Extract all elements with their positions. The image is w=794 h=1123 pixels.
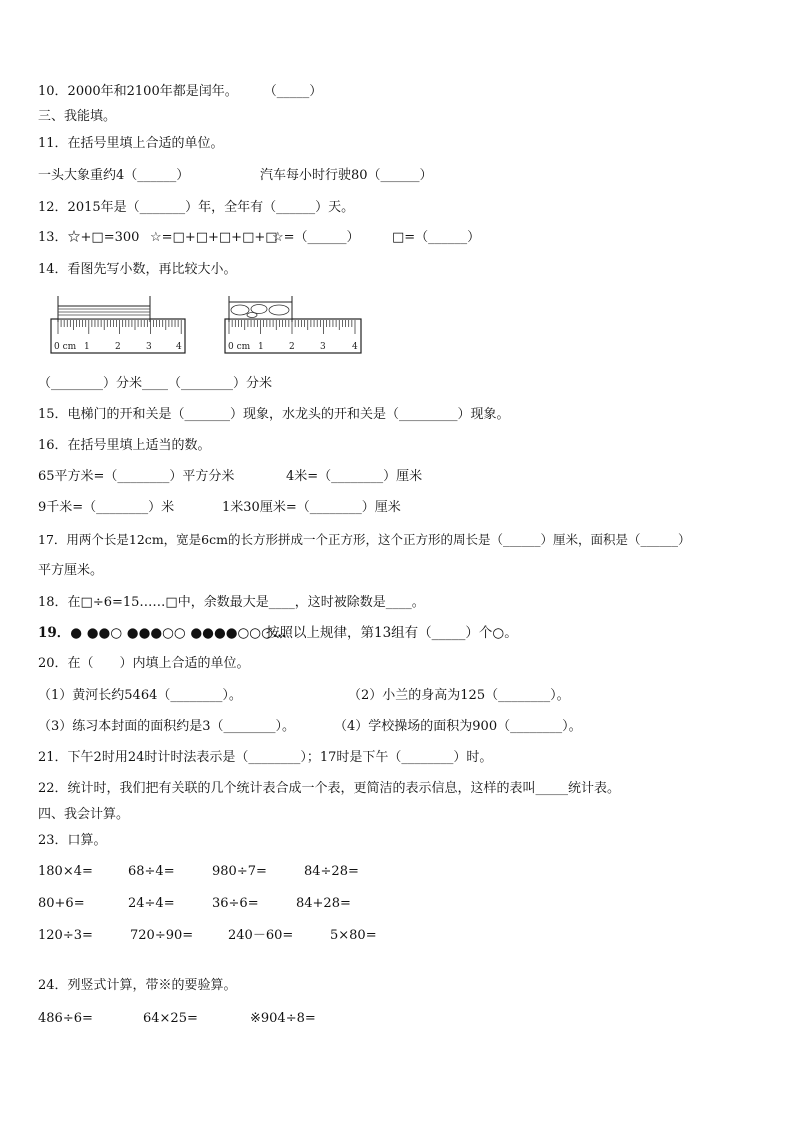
calc-item: 240－60= xyxy=(228,928,294,943)
calc-item: ※904÷8= xyxy=(250,1011,316,1026)
calc-item: 120÷3= xyxy=(38,928,93,943)
question-14-answer: （________）分米____（________）分米 xyxy=(38,376,273,391)
question-20-1: （1）黄河长约5464（________）。 xyxy=(38,688,242,703)
question-18: 18．在□÷6=15……□中，余数最大是____，这时被除数是____。 xyxy=(38,595,425,610)
question-10: 10．2000年和2100年都是闰年。 （_____） xyxy=(38,84,323,99)
calc-item: 486÷6= xyxy=(38,1011,93,1026)
question-23: 23．口算。 xyxy=(38,833,107,848)
ruler-figure-2 xyxy=(224,292,364,356)
calc-item: 64×25= xyxy=(143,1011,198,1026)
calc-item: 36÷6= xyxy=(212,896,259,911)
question-16-b: 4米=（________）厘米 xyxy=(286,469,423,484)
calc-item: 24÷4= xyxy=(128,896,175,911)
ruler-label-0: 0 cm xyxy=(228,342,251,352)
question-13-c: ☆=（______） xyxy=(272,230,360,245)
ruler-label-3: 3 xyxy=(320,342,326,352)
question-17: 17．用两个长是12cm，宽是6cm的长方形拼成一个正方形，这个正方形的周长是（______）厘米，面积是（______） xyxy=(38,532,691,547)
question-13-d: □=（______） xyxy=(392,230,481,245)
calc-item: 80+6= xyxy=(38,896,85,911)
calc-item: 68÷4= xyxy=(128,864,175,879)
ruler-label-4: 4 xyxy=(352,342,358,352)
question-13-b: ☆=□+□+□+□+□ xyxy=(150,230,278,245)
section-4-heading: 四、我会计算。 xyxy=(38,807,130,822)
question-17-cont: 平方厘米。 xyxy=(38,563,104,578)
calc-item: 180×4= xyxy=(38,864,93,879)
ruler-label-1: 1 xyxy=(84,342,90,352)
question-19-pattern: 19．● ●●○ ●●●○○ ●●●●○○○… xyxy=(38,625,287,641)
ruler-label-1: 1 xyxy=(258,342,264,352)
question-13-a: 13．☆+□=300 xyxy=(38,230,140,245)
calc-item: 720÷90= xyxy=(130,928,194,943)
question-19: 按照以上规律，第13组有（_____）个○。 xyxy=(266,625,518,641)
calc-item: 980÷7= xyxy=(212,864,267,879)
question-11-a: 一头大象重约4（______） xyxy=(38,168,190,183)
calc-item: 84÷28= xyxy=(304,864,359,879)
question-11: 11．在括号里填上合适的单位。 xyxy=(38,136,224,151)
ruler-label-3: 3 xyxy=(146,342,152,352)
ruler-label-2: 2 xyxy=(289,342,295,352)
section-3-heading: 三、我能填。 xyxy=(38,109,117,124)
question-20-3: （3）练习本封面的面积约是3（________）。 xyxy=(38,719,296,734)
ruler-label-2: 2 xyxy=(115,342,121,352)
ruler-figure-1 xyxy=(50,292,188,356)
question-12: 12．2015年是（_______）年，全年有（______）天。 xyxy=(38,200,355,215)
question-24: 24．列竖式计算，带※的要验算。 xyxy=(38,978,237,993)
question-16-a: 65平方米=（________）平方分米 xyxy=(38,469,235,484)
question-11-b: 汽车每小时行驶80（______） xyxy=(260,168,433,183)
question-20-4: （4）学校操场的面积为900（________）。 xyxy=(334,719,582,734)
ruler-label-0: 0 cm xyxy=(54,342,77,352)
question-16-d: 1米30厘米=（________）厘米 xyxy=(222,500,401,515)
question-20-2: （2）小兰的身高为125（________）。 xyxy=(348,688,570,703)
question-22: 22．统计时，我们把有关联的几个统计表合成一个表，更简洁的表示信息，这样的表叫_____统计表。 xyxy=(38,781,621,796)
question-15: 15．电梯门的开和关是（_______）现象，水龙头的开和关是（_________）现象。 xyxy=(38,407,510,422)
calc-item: 5×80= xyxy=(330,928,377,943)
question-16-c: 9千米=（________）米 xyxy=(38,500,175,515)
question-16: 16．在括号里填上适当的数。 xyxy=(38,438,211,453)
question-21: 21．下午2时用24时计时法表示是（________）；17时是下午（________）时。 xyxy=(38,750,493,765)
ruler-label-4: 4 xyxy=(176,342,182,352)
question-14: 14．看图先写小数，再比较大小。 xyxy=(38,262,237,277)
calc-item: 84+28= xyxy=(296,896,351,911)
question-20: 20．在（ ）内填上合适的单位。 xyxy=(38,656,250,671)
